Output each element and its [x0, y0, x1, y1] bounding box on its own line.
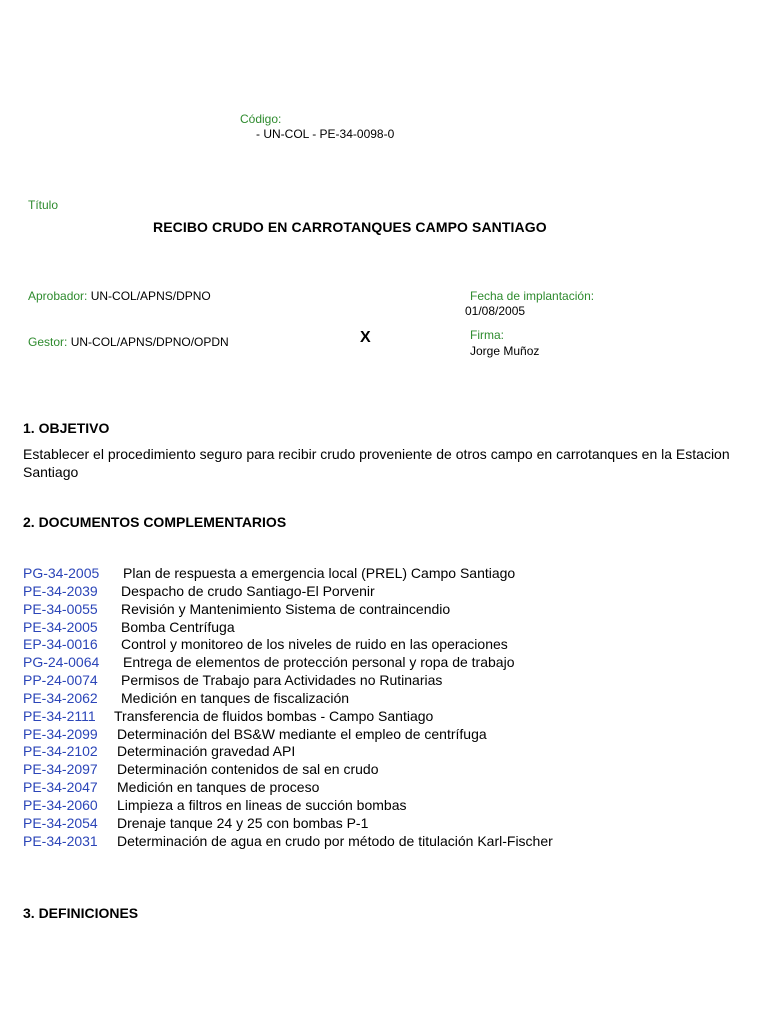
- definiciones-heading: 3. DEFINICIONES: [23, 905, 139, 921]
- fecha-label: Fecha de implantación:: [470, 289, 595, 303]
- titulo-label: Título: [28, 198, 59, 212]
- documents-list: [23, 565, 553, 851]
- codigo-value: - UN-COL - PE-34-0098-0: [256, 127, 395, 141]
- document-title: RECIBO CRUDO EN CARROTANQUES CAMPO SANTIAGO: [153, 219, 547, 235]
- codigo-label: Código:: [240, 112, 282, 126]
- firma-value: Jorge Muñoz: [470, 344, 540, 358]
- document-row: [23, 726, 553, 744]
- documentos-heading: 2. DOCUMENTOS COMPLEMENTARIOS: [23, 514, 287, 530]
- document-desc: Revisión y Mantenimiento Sistema de contraincendio: [121, 600, 451, 617]
- objetivo-text: Establecer el procedimiento seguro para recibir crudo proveniente de otros campo en carrotanques en la Estacion Santiago: [23, 446, 730, 480]
- document-desc: Transferencia de fluidos bombas - Campo Santiago: [114, 707, 434, 724]
- document-code: PE-34-2099: [23, 725, 98, 742]
- fecha-value: 01/08/2005: [465, 304, 526, 318]
- document-row: [23, 583, 553, 601]
- objetivo-heading: 1. OBJETIVO: [23, 420, 110, 436]
- document-code: PE-34-2060: [23, 796, 98, 813]
- document-code: PE-34-2005: [23, 618, 98, 635]
- x-mark: X: [360, 329, 371, 346]
- document-code: PE-34-2039: [23, 582, 98, 599]
- document-desc: Drenaje tanque 24 y 25 con bombas P-1: [117, 814, 369, 831]
- document-desc: Control y monitoreo de los niveles de ruido en las operaciones: [121, 636, 508, 653]
- document-desc: Permisos de Trabajo para Actividades no Rutinarias: [121, 672, 443, 689]
- document-code: PE-34-0055: [23, 600, 98, 617]
- document-row: [23, 743, 553, 761]
- document-row: [23, 833, 553, 851]
- aprobador-label: Aprobador:: [28, 289, 88, 303]
- document-row: [23, 636, 553, 654]
- gestor-row: [28, 335, 229, 349]
- document-code: PG-34-2005: [23, 565, 100, 581]
- document-desc: Plan de respuesta a emergencia local (PREL) Campo Santiago: [123, 565, 516, 581]
- document-row: [23, 761, 553, 779]
- document-code: EP-34-0016: [23, 636, 98, 653]
- document-desc: Entrega de elementos de protección personal y ropa de trabajo: [123, 654, 515, 671]
- document-code: PE-34-2047: [23, 779, 98, 796]
- document-row: [23, 619, 553, 637]
- document-code: PE-34-2031: [23, 832, 98, 849]
- document-desc: Medición en tanques de proceso: [117, 779, 320, 796]
- document-row: [23, 708, 553, 726]
- document-code: PP-24-0074: [23, 672, 98, 689]
- document-desc: Determinación gravedad API: [117, 743, 296, 760]
- document-desc: Determinación contenidos de sal en crudo: [117, 761, 379, 778]
- document-code: PG-24-0064: [23, 654, 100, 671]
- document-desc: Bomba Centrífuga: [121, 618, 235, 635]
- document-row: [23, 815, 553, 833]
- document-row: [23, 690, 553, 708]
- document-row: [23, 797, 553, 815]
- gestor-value: UN-COL/APNS/DPNO/OPDN: [70, 335, 229, 349]
- document-code: PE-34-2062: [23, 689, 98, 706]
- document-code: PE-34-2111: [23, 707, 96, 724]
- firma-label: Firma:: [470, 328, 504, 342]
- document-desc: Despacho de crudo Santiago-El Porvenir: [121, 582, 375, 599]
- document-desc: Determinación de agua en crudo por método de titulación Karl-Fischer: [117, 832, 553, 849]
- document-code: PE-34-2097: [23, 761, 98, 778]
- aprobador-value: UN-COL/APNS/DPNO: [90, 289, 211, 303]
- document-row: [23, 601, 553, 619]
- aprobador-row: [28, 289, 211, 303]
- document-desc: Determinación del BS&W mediante el empleo de centrífuga: [117, 725, 487, 742]
- document-desc: Limpieza a filtros en lineas de succión bombas: [117, 796, 407, 813]
- gestor-label: Gestor:: [28, 335, 68, 349]
- document-desc: Medición en tanques de fiscalización: [121, 689, 350, 706]
- document-row: [23, 565, 553, 583]
- document-row: [23, 672, 553, 690]
- document-code: PE-34-2102: [23, 743, 98, 760]
- document-row: [23, 654, 553, 672]
- document-code: PE-34-2054: [23, 814, 98, 831]
- document-row: [23, 779, 553, 797]
